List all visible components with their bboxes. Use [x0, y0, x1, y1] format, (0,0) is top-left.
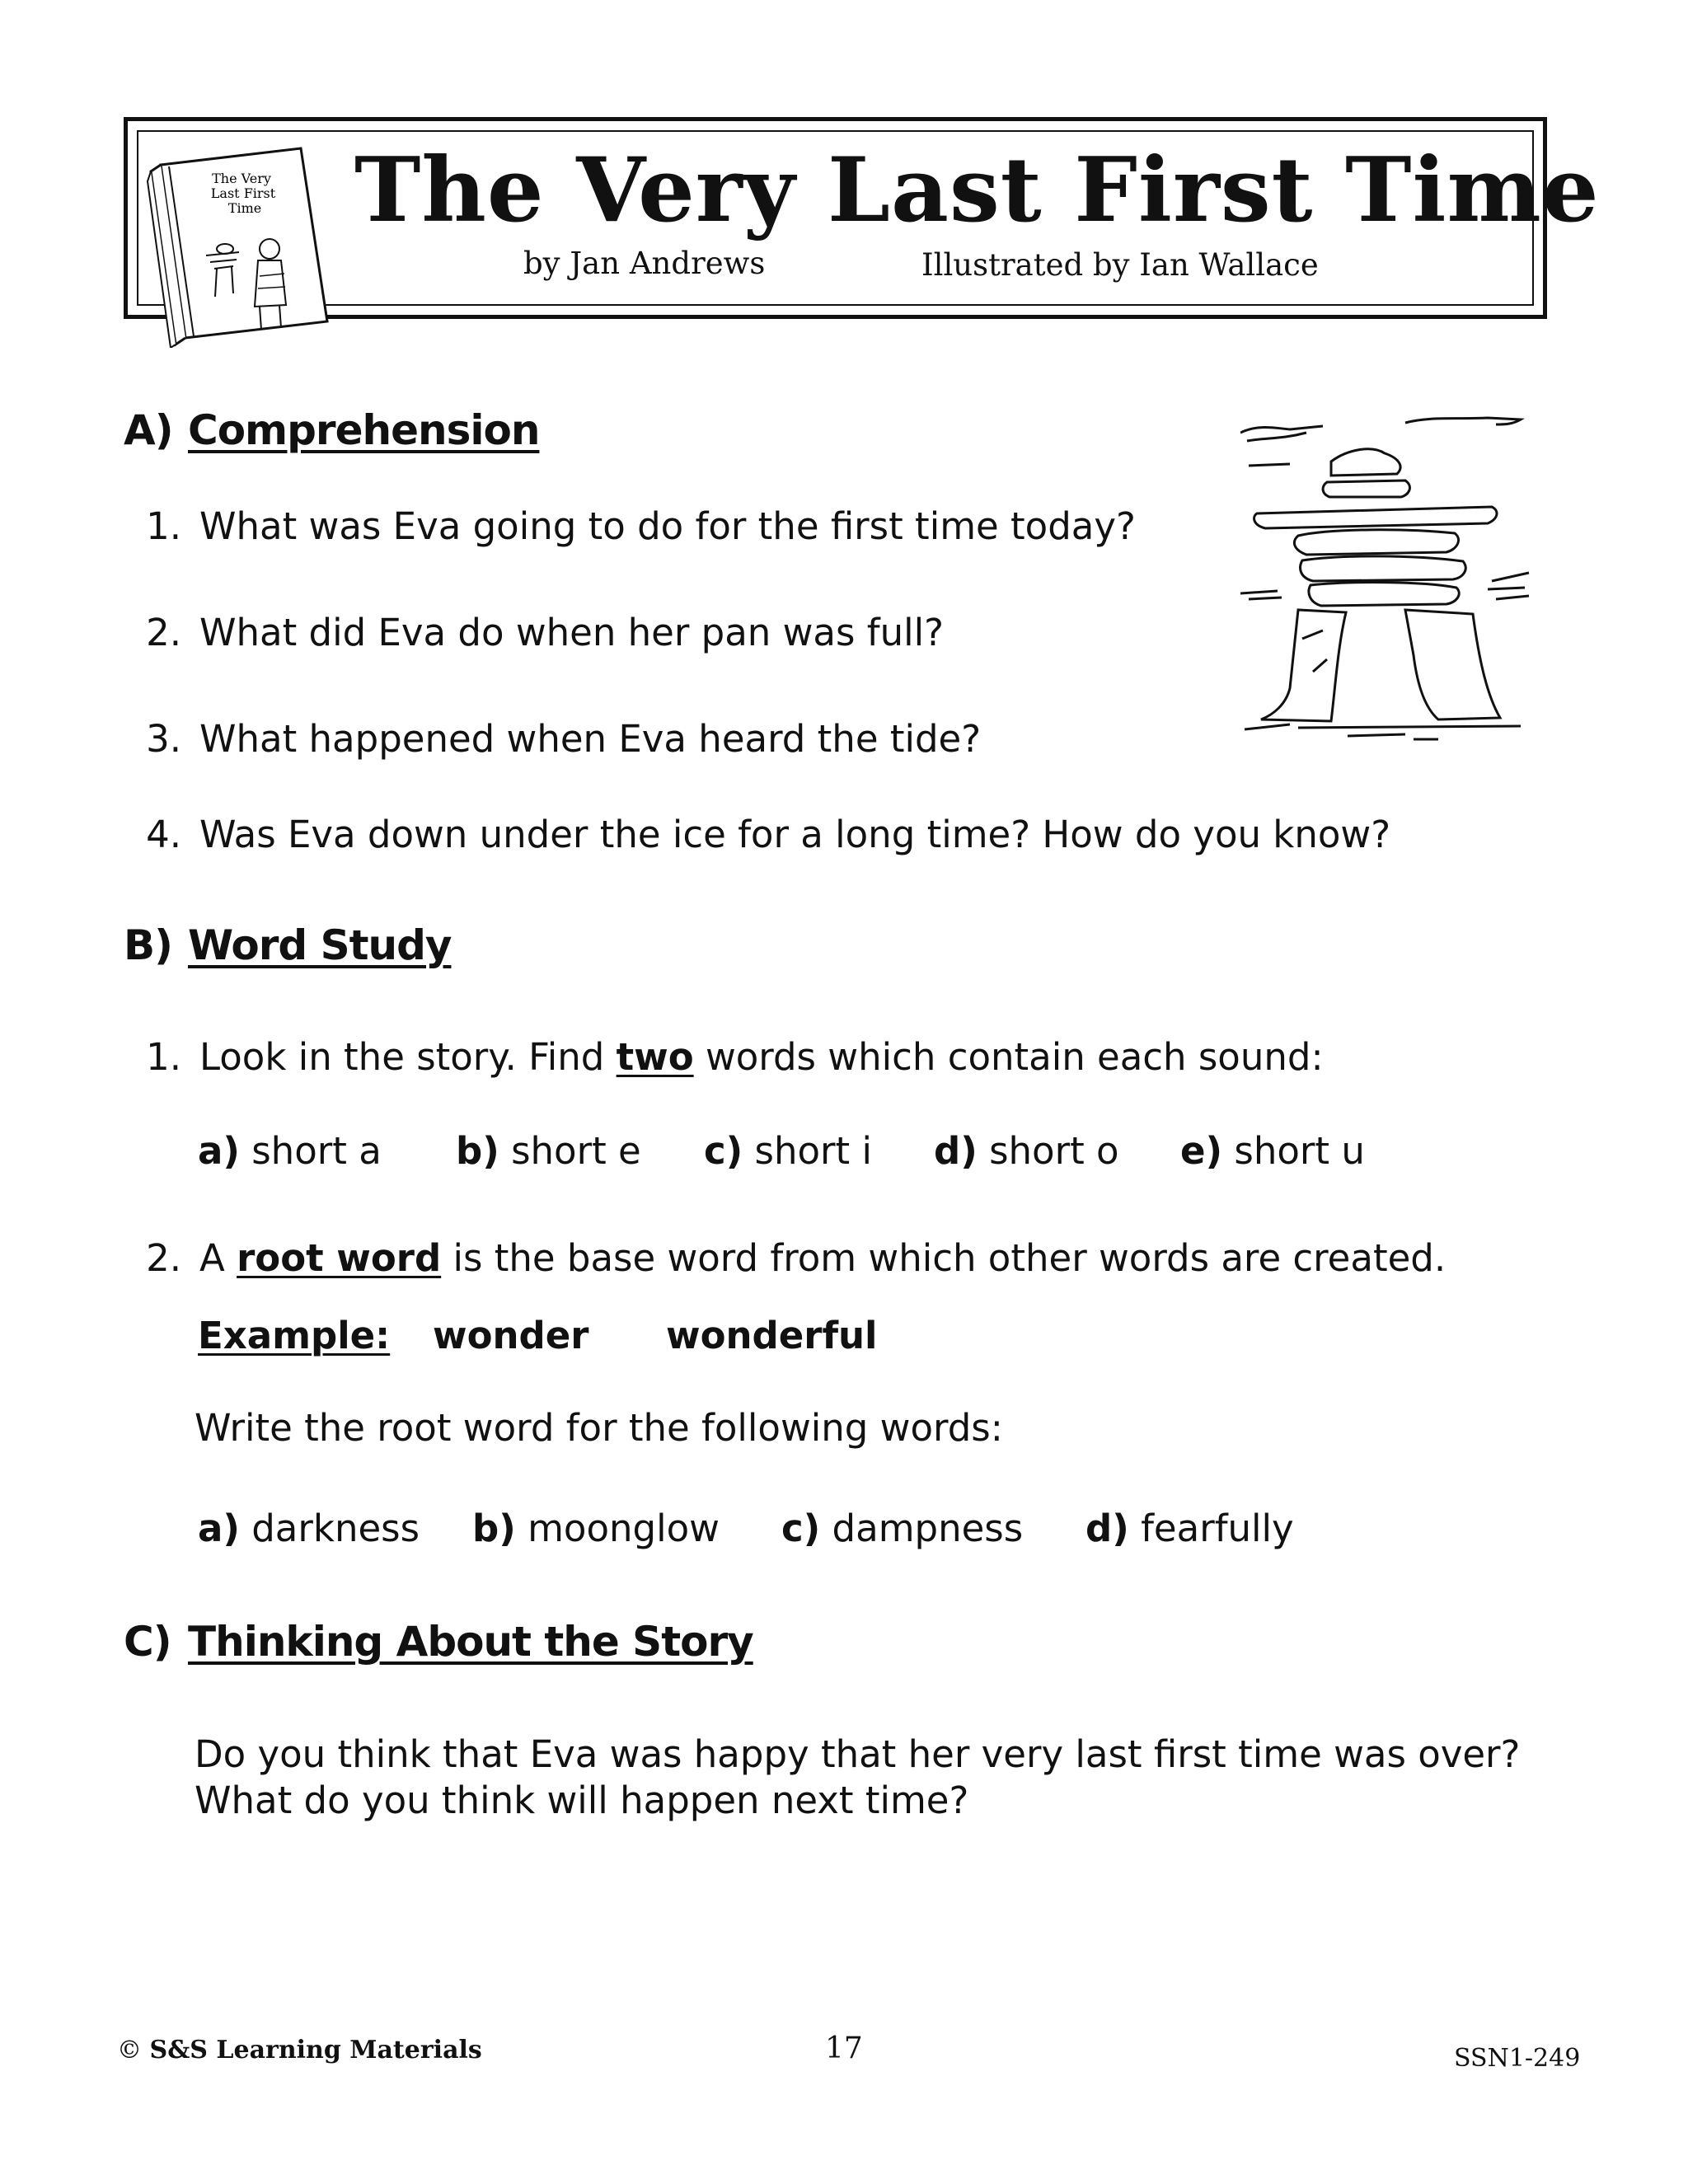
option-label: b)	[456, 1129, 499, 1173]
sound-option-c	[704, 1129, 872, 1173]
question-text: What happened when Eva heard the tide?	[199, 717, 982, 761]
option-text: short u	[1222, 1129, 1365, 1173]
question-text-pre: Look in the story. Find	[199, 1035, 617, 1079]
sound-option-e	[1180, 1129, 1365, 1173]
root-word-option-a	[198, 1507, 420, 1550]
comprehension-question-4	[124, 813, 1390, 856]
option-text: moonglow	[515, 1507, 720, 1550]
comprehension-question-2	[124, 611, 944, 654]
option-text: short e	[499, 1129, 641, 1173]
thinking-question-line-2: What do you think will happen next time?	[195, 1779, 969, 1822]
question-text-post: words which contain each sound:	[693, 1035, 1324, 1079]
root-word-option-c	[781, 1507, 1023, 1550]
question-number: 2.	[146, 1236, 181, 1280]
option-text: short i	[743, 1129, 873, 1173]
option-label: a)	[198, 1507, 240, 1550]
page-title: The Very Last First Time	[354, 138, 1600, 242]
option-label: d)	[1085, 1507, 1129, 1550]
option-text: darkness	[239, 1507, 420, 1550]
author-credit: by Jan Andrews	[523, 246, 766, 281]
question-text-post: is the base word from which other words are created.	[441, 1236, 1447, 1280]
comprehension-question-3	[124, 717, 981, 761]
root-word-option-b	[472, 1507, 720, 1550]
section-b-heading	[124, 921, 451, 969]
inukshuk-illustration	[1240, 408, 1537, 754]
option-text: fearfully	[1128, 1507, 1294, 1550]
option-label: a)	[198, 1129, 240, 1173]
option-label: d)	[934, 1129, 978, 1173]
option-label: c)	[781, 1507, 821, 1550]
sound-option-a	[198, 1129, 382, 1173]
question-number: 1.	[146, 1035, 181, 1079]
copyright-icon: ©	[117, 2036, 142, 2064]
comprehension-question-1	[124, 504, 1136, 548]
sound-option-b	[456, 1129, 641, 1173]
book-cover-title-1: The Very	[212, 171, 271, 186]
option-label: e)	[1180, 1129, 1223, 1173]
question-number: 2.	[146, 611, 181, 654]
option-text: dampness	[820, 1507, 1024, 1550]
option-text: short o	[977, 1129, 1119, 1173]
section-a-title: Comprehension	[188, 406, 540, 454]
question-emphasis: two	[616, 1035, 694, 1079]
example-label-text: Example:	[198, 1314, 391, 1357]
word-study-question-1	[124, 1035, 1324, 1079]
book-cover-icon	[144, 132, 342, 348]
section-c-heading	[124, 1618, 753, 1666]
sound-option-d	[934, 1129, 1119, 1173]
section-b-title: Word Study	[188, 921, 452, 969]
section-c-letter: C)	[124, 1618, 171, 1666]
book-cover-title-3: Time	[227, 200, 262, 216]
page-number: 17	[825, 2032, 863, 2065]
section-c-title: Thinking About the Story	[188, 1618, 753, 1666]
section-a-letter: A)	[124, 406, 173, 454]
example-word-2: wonderful	[666, 1314, 878, 1357]
option-label: b)	[472, 1507, 516, 1550]
section-b-letter: B)	[124, 921, 172, 969]
word-study-question-2	[124, 1236, 1446, 1280]
question-text: Was Eva down under the ice for a long time? How do you know?	[199, 813, 1391, 856]
question-text: What did Eva do when her pan was full?	[199, 611, 945, 654]
question-text: What was Eva going to do for the first time today?	[199, 504, 1136, 548]
question-emphasis: root word	[237, 1236, 442, 1280]
thinking-question-line-1: Do you think that Eva was happy that her very last first time was over?	[195, 1732, 1521, 1776]
root-word-instruction: Write the root word for the following words:	[195, 1406, 1003, 1450]
illustrator-credit: Illustrated by Ian Wallace	[921, 247, 1319, 283]
example-label	[198, 1314, 390, 1357]
root-word-option-d	[1085, 1507, 1294, 1550]
book-cover-title-2: Last First	[210, 185, 276, 201]
option-label: c)	[704, 1129, 743, 1173]
option-text: short a	[239, 1129, 382, 1173]
footer-copyright	[117, 2036, 482, 2064]
question-number: 1.	[146, 504, 181, 548]
question-text-pre: A	[199, 1236, 237, 1280]
section-a-heading	[124, 406, 539, 454]
publisher-name: S&S Learning Materials	[149, 2036, 482, 2064]
question-number: 4.	[146, 813, 181, 856]
example-word-1: wonder	[433, 1314, 589, 1357]
question-number: 3.	[146, 717, 181, 761]
product-code: SSN1-249	[1454, 2044, 1581, 2073]
